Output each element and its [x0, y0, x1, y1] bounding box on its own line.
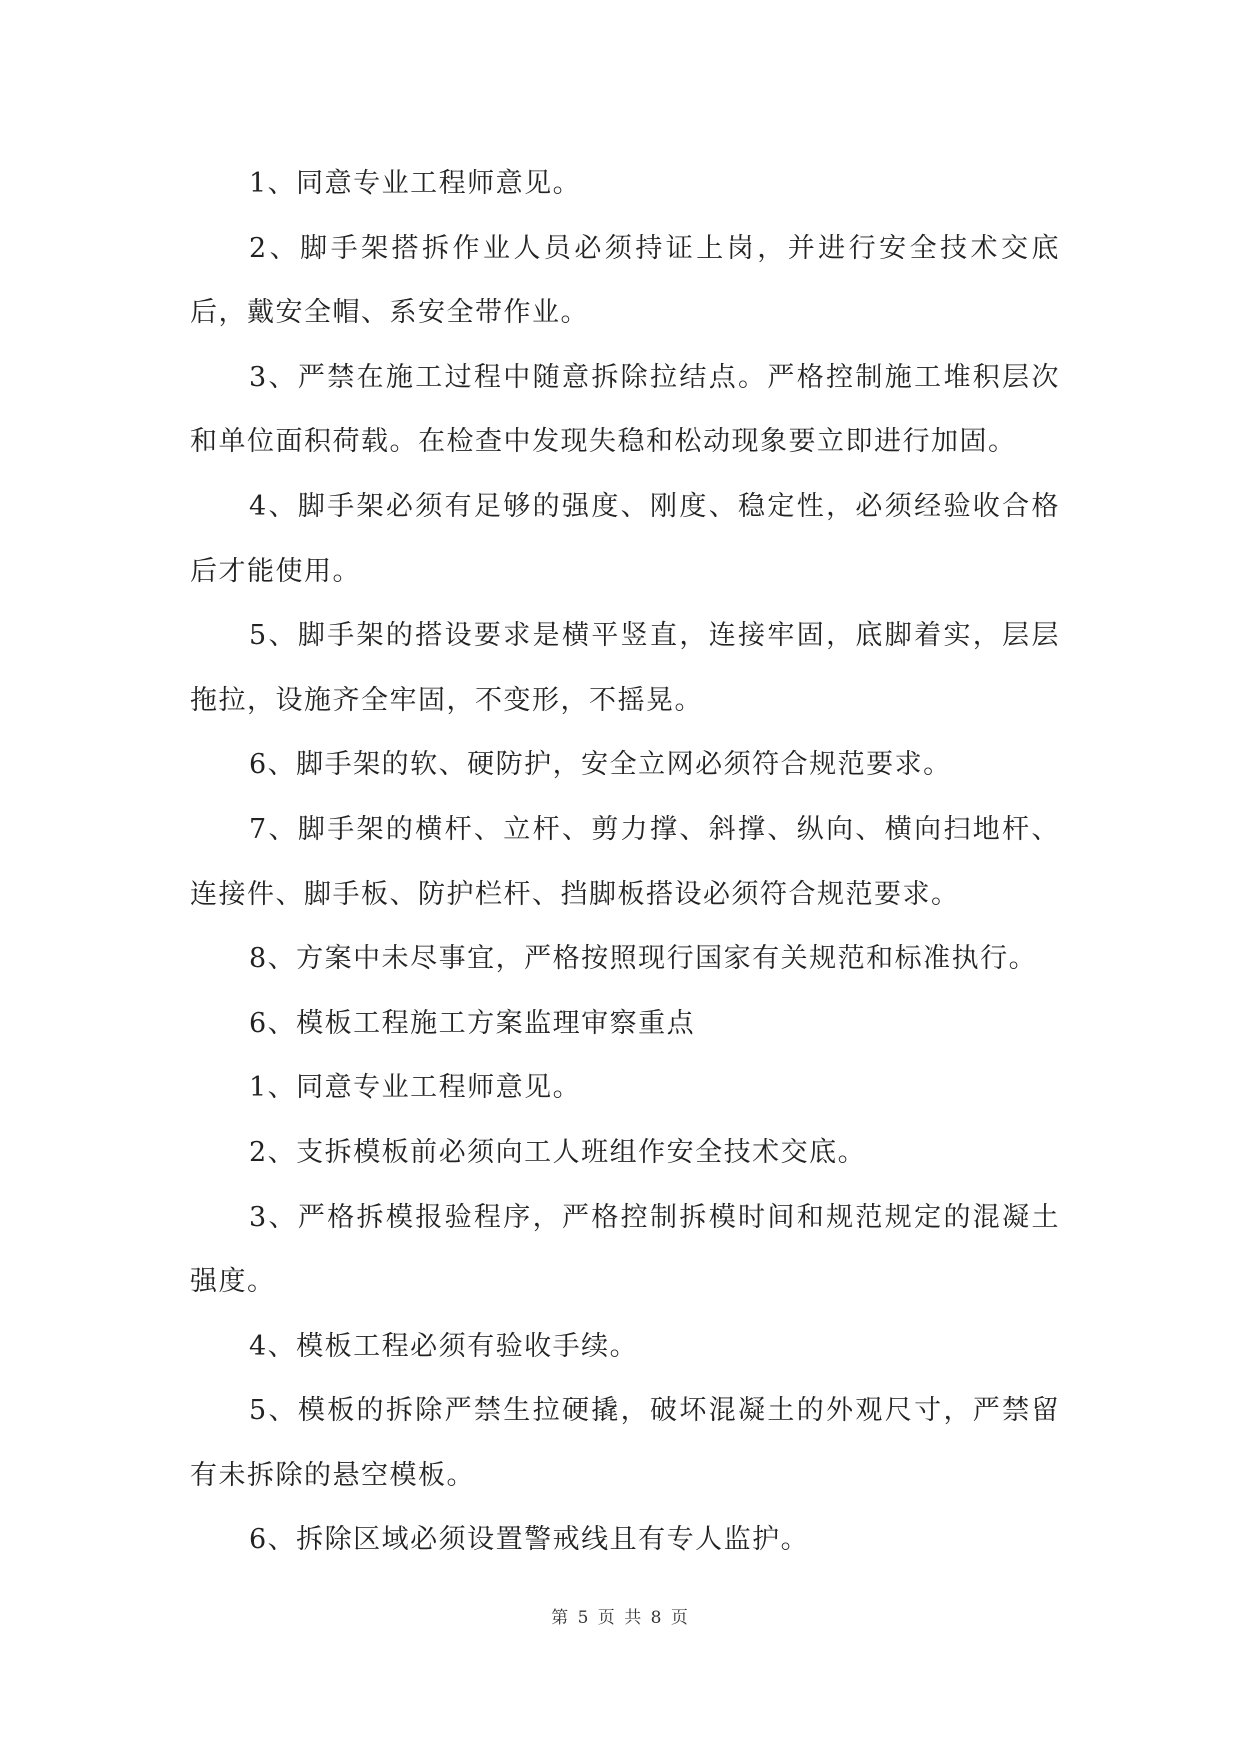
paragraph: 6、拆除区域必须设置警戒线且有专人监护。 — [249, 1524, 810, 1556]
paragraph: 5、模板的拆除严禁生拉硬撬，破坏混凝土的外观尺寸，严禁留有未拆除的悬空模板。 — [190, 1395, 1060, 1491]
page-footer — [0, 1606, 1241, 1630]
paragraph: 2、脚手架搭拆作业人员必须持证上岗，并进行安全技术交底后，戴安全帽、系安全带作业。 — [190, 232, 1060, 329]
current-page-number: 5 — [577, 1608, 591, 1628]
body-text — [190, 152, 1060, 1573]
footer-prefix: 第 — [551, 1608, 571, 1628]
paragraph: 3、严禁在施工过程中随意拆除拉结点。严格控制施工堆积层次和单位面积荷载。在检查中发现失稳和松动现象要立即进行加固。 — [190, 361, 1060, 458]
section-heading: 6、模板工程施工方案监理审察重点 — [249, 1007, 696, 1039]
footer-suffix: 页 — [670, 1608, 690, 1628]
paragraph: 1、同意专业工程师意见。 — [249, 168, 582, 199]
paragraph: 7、脚手架的横杆、立杆、剪力撑、斜撑、纵向、横向扫地杆、连接件、脚手板、防护栏杆、挡脚板搭设必须符合规范要求。 — [190, 813, 1060, 910]
paragraph: 2、支拆模板前必须向工人班组作安全技术交底。 — [249, 1136, 867, 1168]
paragraph: 5、脚手架的搭设要求是横平竖直，连接牢固，底脚着实，层层拖拉，设施齐全牢固，不变形，不摇晃。 — [190, 620, 1060, 716]
paragraph: 6、脚手架的软、硬防护，安全立网必须符合规范要求。 — [249, 749, 952, 781]
paragraph: 3、严格拆模报验程序，严格控制拆模时间和规范规定的混凝土强度。 — [190, 1201, 1060, 1298]
paragraph: 4、脚手架必须有足够的强度、刚度、稳定性，必须经验收合格后才能使用。 — [190, 490, 1060, 587]
total-page-number: 8 — [650, 1608, 664, 1628]
paragraph: 1、同意专业工程师意见。 — [249, 1072, 582, 1104]
footer-middle: 页 共 — [597, 1608, 644, 1628]
paragraph: 8、方案中未尽事宜，严格按照现行国家有关规范和标准执行。 — [249, 943, 1038, 975]
paragraph: 4、模板工程必须有验收手续。 — [249, 1330, 639, 1362]
